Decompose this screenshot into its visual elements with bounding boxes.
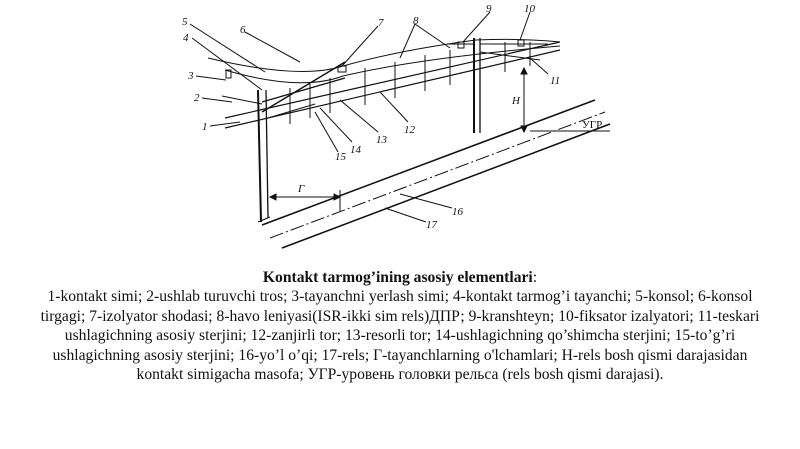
rail-line bbox=[262, 100, 595, 225]
leader-line bbox=[340, 100, 378, 132]
label-2: 2 bbox=[194, 92, 200, 104]
label-4: 4 bbox=[183, 32, 189, 44]
contact-wire bbox=[225, 50, 560, 128]
insulator bbox=[458, 42, 464, 48]
caption-body: 1-kontakt simi; 2-ushlab turuvchi tros; 3-tayanchni yerlash simi; 4-kontakt tarmog’i tayanchi; 5-konsol; 6-konsol tirgagi; 7-izolyator shodasi; 8-havo leniyasi(ISR-ikki sim rels)ДПР; 9-kranshteyn; 10-fiksator izalyatori; 11-teskari ushlagichning asosiy sterjini; 12-zanjirli tor; 13-resorli tor; 14-ushlagichning qo’shimcha sterjini; 15-to’g’ri ushlagichning asosiy sterjini; 16-yo’l o’qi; 17-rels; Г-tayanchlarning o'lchamlari; H-rels bosh qismi darajasidan kontakt simigacha masofa; УГР-уровень головки рельса (rels bosh qismi darajasi). bbox=[40, 288, 760, 384]
leader-line bbox=[520, 12, 530, 40]
insulator bbox=[518, 40, 524, 46]
grounding-wire bbox=[222, 96, 262, 104]
rail-line bbox=[282, 124, 610, 248]
arrow bbox=[270, 194, 276, 200]
leader-line bbox=[192, 38, 262, 90]
label-9: 9 bbox=[486, 3, 492, 15]
leader-line bbox=[315, 112, 338, 152]
messenger-wire-upper bbox=[225, 46, 560, 83]
leader-line bbox=[342, 26, 378, 66]
leader-line bbox=[320, 108, 352, 142]
leader-line bbox=[400, 24, 415, 58]
label-1: 1 bbox=[202, 121, 208, 133]
leader-line bbox=[385, 208, 426, 222]
arrow bbox=[521, 126, 527, 132]
label-6: 6 bbox=[240, 24, 246, 36]
label-17: 17 bbox=[426, 219, 437, 231]
caption-title-colon: : bbox=[532, 269, 538, 286]
drawing-lines bbox=[190, 12, 610, 248]
cantilever bbox=[262, 78, 345, 102]
mast-base bbox=[258, 217, 270, 222]
leader-line bbox=[196, 76, 226, 80]
label-h: H bbox=[512, 95, 520, 107]
leader-line bbox=[463, 12, 490, 42]
leader-line bbox=[245, 32, 300, 62]
label-7: 7 bbox=[378, 17, 384, 29]
label-ugr: УГР bbox=[582, 119, 603, 131]
contact-wire bbox=[225, 42, 560, 118]
label-12: 12 bbox=[404, 124, 415, 136]
caption-title: Kontakt tarmog’ining asosiy elementlari bbox=[262, 269, 533, 286]
caption bbox=[30, 268, 770, 384]
leader-line bbox=[380, 92, 408, 122]
label-8: 8 bbox=[413, 15, 419, 27]
leader-line bbox=[202, 98, 232, 102]
label-3: 3 bbox=[188, 70, 194, 82]
arrow bbox=[334, 194, 340, 200]
label-11: 11 bbox=[550, 75, 561, 87]
label-15: 15 bbox=[335, 151, 346, 163]
leader-line bbox=[530, 58, 548, 74]
leader-line bbox=[415, 24, 450, 48]
label-5: 5 bbox=[182, 16, 188, 28]
arrow bbox=[521, 68, 527, 74]
label-13: 13 bbox=[376, 134, 387, 146]
label-10: 10 bbox=[524, 3, 535, 15]
label-g: Г bbox=[298, 183, 305, 195]
label-14: 14 bbox=[350, 144, 361, 156]
label-16: 16 bbox=[452, 206, 463, 218]
